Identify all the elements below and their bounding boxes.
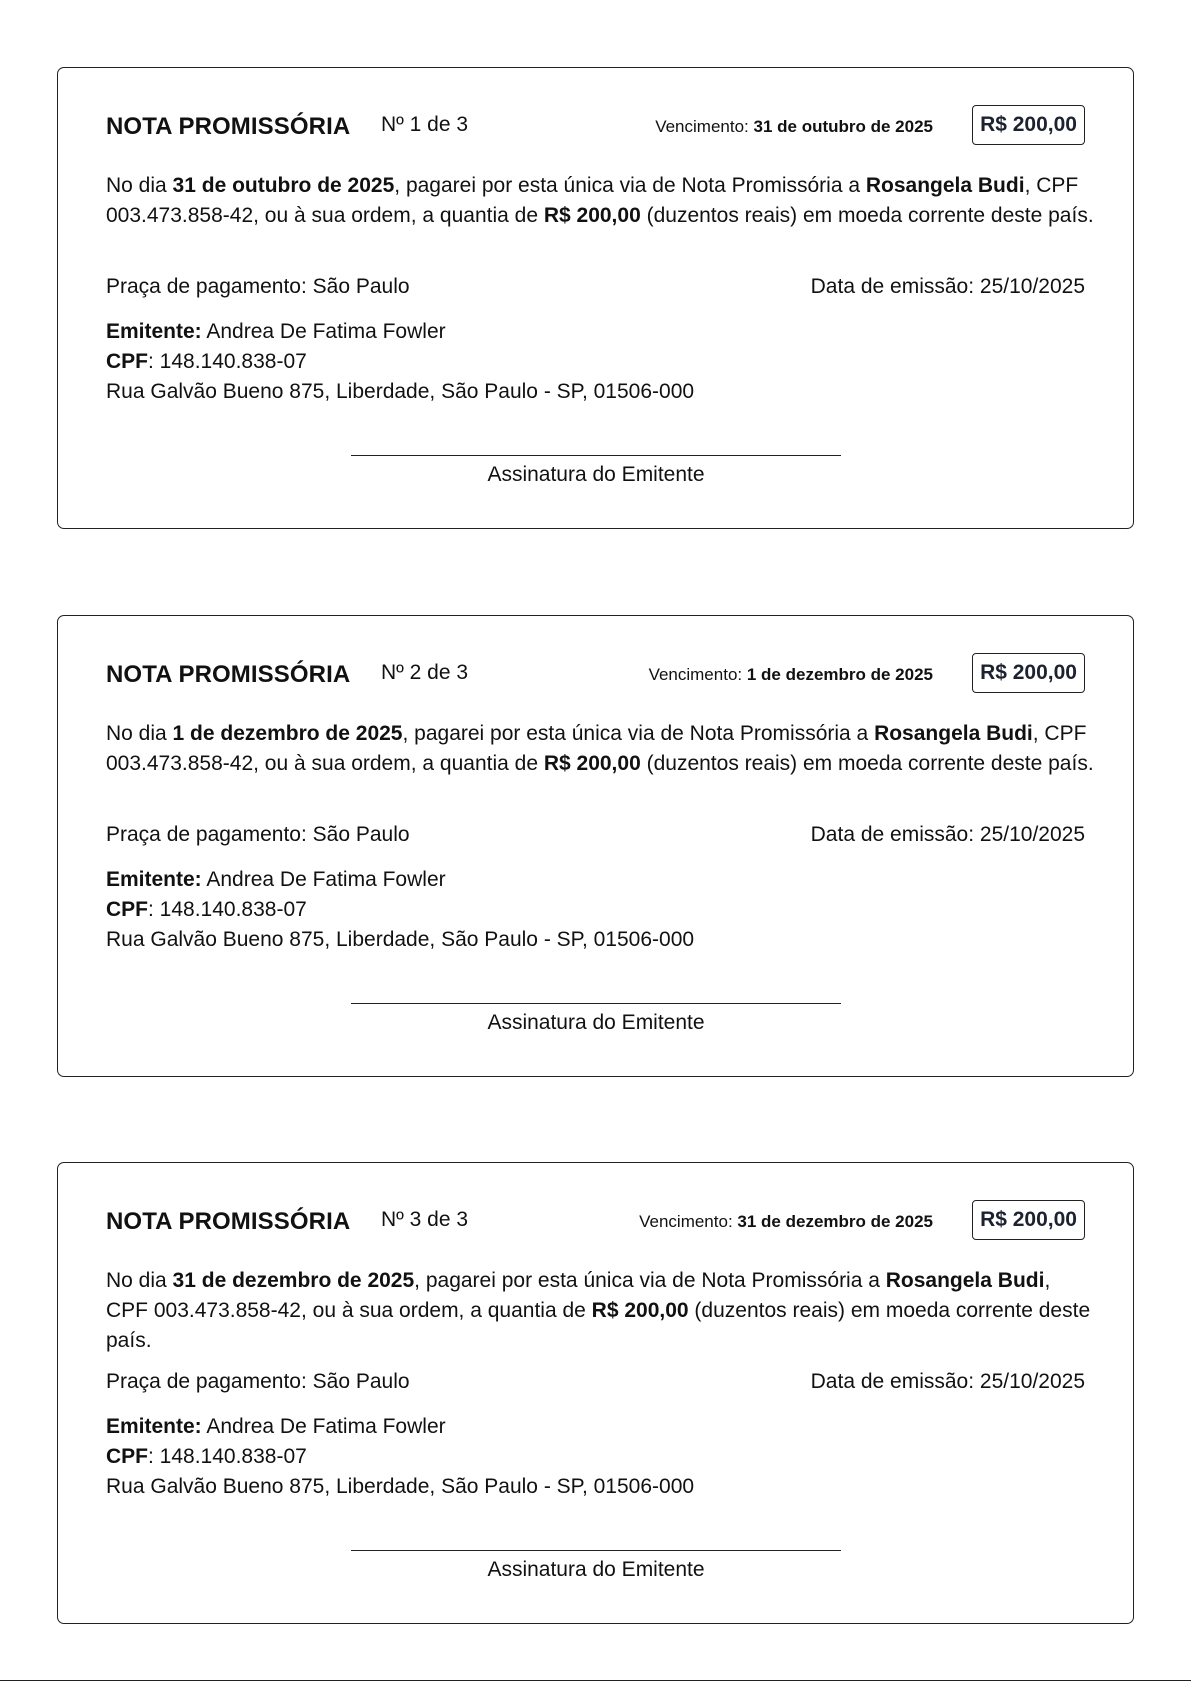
issuer-line xyxy=(106,865,694,895)
issuer-label: Emitente: xyxy=(106,1415,202,1438)
issuer-label: Emitente: xyxy=(106,868,202,891)
issue-date: Data de emissão: 25/10/2025 xyxy=(810,1370,1085,1393)
body-date: 31 de outubro de 2025 xyxy=(172,174,395,197)
promissory-note-1 xyxy=(57,67,1134,529)
payee-name: Rosangela Budi xyxy=(865,174,1025,197)
due-label: Vencimento: xyxy=(648,665,743,684)
body-text-part: , pagarei por esta única via de Nota Promissória a xyxy=(394,174,866,197)
issuer-block xyxy=(106,865,694,955)
body-text-part: , CPF 003.473.858-42, ou à sua ordem, a quantia de xyxy=(106,722,1087,775)
note-body xyxy=(106,719,1096,779)
body-amount: R$ 200,00 xyxy=(543,752,641,775)
issue-date: Data de emissão: 25/10/2025 xyxy=(810,275,1085,298)
due-label: Vencimento: xyxy=(639,1212,733,1231)
issuer-name: Andrea De Fatima Fowler xyxy=(201,868,446,891)
issuer-line xyxy=(106,317,694,347)
payee-name: Rosangela Budi xyxy=(885,1269,1045,1292)
promissory-note-3 xyxy=(57,1162,1134,1624)
body-text-part: , pagarei por esta única via de Nota Promissória a xyxy=(402,722,875,745)
amount-box: R$ 200,00 xyxy=(972,1200,1085,1240)
body-text-part: (duzentos reais) em moeda corrente deste país. xyxy=(640,752,1094,775)
signature-label: Assinatura do Emitente xyxy=(487,463,705,486)
issuer-name: Andrea De Fatima Fowler xyxy=(201,320,446,343)
issuer-block xyxy=(106,317,694,407)
cpf-line xyxy=(106,347,694,377)
cpf-line xyxy=(106,895,694,925)
body-text-part: , CPF 003.473.858-42, ou à sua ordem, a quantia de xyxy=(106,1269,1051,1322)
due-date-value: 1 de dezembro de 2025 xyxy=(746,665,933,684)
due-date xyxy=(639,1212,933,1232)
note-title: NOTA PROMISSÓRIA xyxy=(106,661,351,688)
signature-line xyxy=(351,455,841,456)
body-text-part: No dia xyxy=(106,722,173,745)
note-number: Nº 1 de 3 xyxy=(381,113,469,136)
promissory-note-2 xyxy=(57,615,1134,1077)
body-text-part: No dia xyxy=(106,1269,173,1292)
note-number: Nº 3 de 3 xyxy=(381,1208,469,1231)
signature-line xyxy=(351,1550,841,1551)
cpf-value: : 148.140.838-07 xyxy=(148,898,307,921)
body-text-part: (duzentos reais) em moeda corrente deste país. xyxy=(640,204,1094,227)
due-date xyxy=(649,665,933,685)
body-text-part: (duzentos reais) em moeda corrente deste país. xyxy=(106,1299,1091,1352)
due-label: Vencimento: xyxy=(655,117,749,136)
note-number: Nº 2 de 3 xyxy=(381,661,469,684)
body-text-part: , pagarei por esta única via de Nota Promissória a xyxy=(414,1269,886,1292)
issuer-address: Rua Galvão Bueno 875, Liberdade, São Paulo - SP, 01506-000 xyxy=(106,928,695,951)
payee-name: Rosangela Budi xyxy=(874,722,1033,745)
signature-line xyxy=(351,1003,841,1004)
issuer-line xyxy=(106,1412,694,1442)
cpf-label: CPF xyxy=(106,1445,148,1468)
issuer-name: Andrea De Fatima Fowler xyxy=(201,1415,446,1438)
signature-label: Assinatura do Emitente xyxy=(487,1558,705,1581)
cpf-value: : 148.140.838-07 xyxy=(148,1445,307,1468)
payment-place: Praça de pagamento: São Paulo xyxy=(106,275,410,298)
issuer-label: Emitente: xyxy=(106,320,202,343)
cpf-value: : 148.140.838-07 xyxy=(148,350,307,373)
due-date-value: 31 de dezembro de 2025 xyxy=(737,1212,933,1231)
body-text-part: , CPF 003.473.858-42, ou à sua ordem, a quantia de xyxy=(106,174,1079,227)
body-amount: R$ 200,00 xyxy=(543,204,641,227)
payment-place: Praça de pagamento: São Paulo xyxy=(106,1370,410,1393)
issuer-block xyxy=(106,1412,694,1502)
body-text-part: No dia xyxy=(106,174,173,197)
note-body xyxy=(106,1266,1096,1356)
cpf-line xyxy=(106,1442,694,1472)
issuer-address: Rua Galvão Bueno 875, Liberdade, São Paulo - SP, 01506-000 xyxy=(106,380,695,403)
body-date: 1 de dezembro de 2025 xyxy=(172,722,403,745)
note-title: NOTA PROMISSÓRIA xyxy=(106,1208,351,1235)
body-amount: R$ 200,00 xyxy=(591,1299,689,1322)
note-body xyxy=(106,171,1096,231)
note-title: NOTA PROMISSÓRIA xyxy=(106,113,351,140)
cpf-label: CPF xyxy=(106,350,148,373)
page-bottom-divider xyxy=(0,1680,1191,1681)
amount-box: R$ 200,00 xyxy=(972,653,1085,693)
signature-label: Assinatura do Emitente xyxy=(487,1011,705,1034)
issuer-address: Rua Galvão Bueno 875, Liberdade, São Paulo - SP, 01506-000 xyxy=(106,1475,695,1498)
due-date-value: 31 de outubro de 2025 xyxy=(753,117,933,136)
cpf-label: CPF xyxy=(106,898,148,921)
amount-box: R$ 200,00 xyxy=(972,105,1085,145)
payment-place: Praça de pagamento: São Paulo xyxy=(106,823,410,846)
due-date xyxy=(655,117,933,137)
issue-date: Data de emissão: 25/10/2025 xyxy=(810,823,1085,846)
body-date: 31 de dezembro de 2025 xyxy=(172,1269,415,1292)
